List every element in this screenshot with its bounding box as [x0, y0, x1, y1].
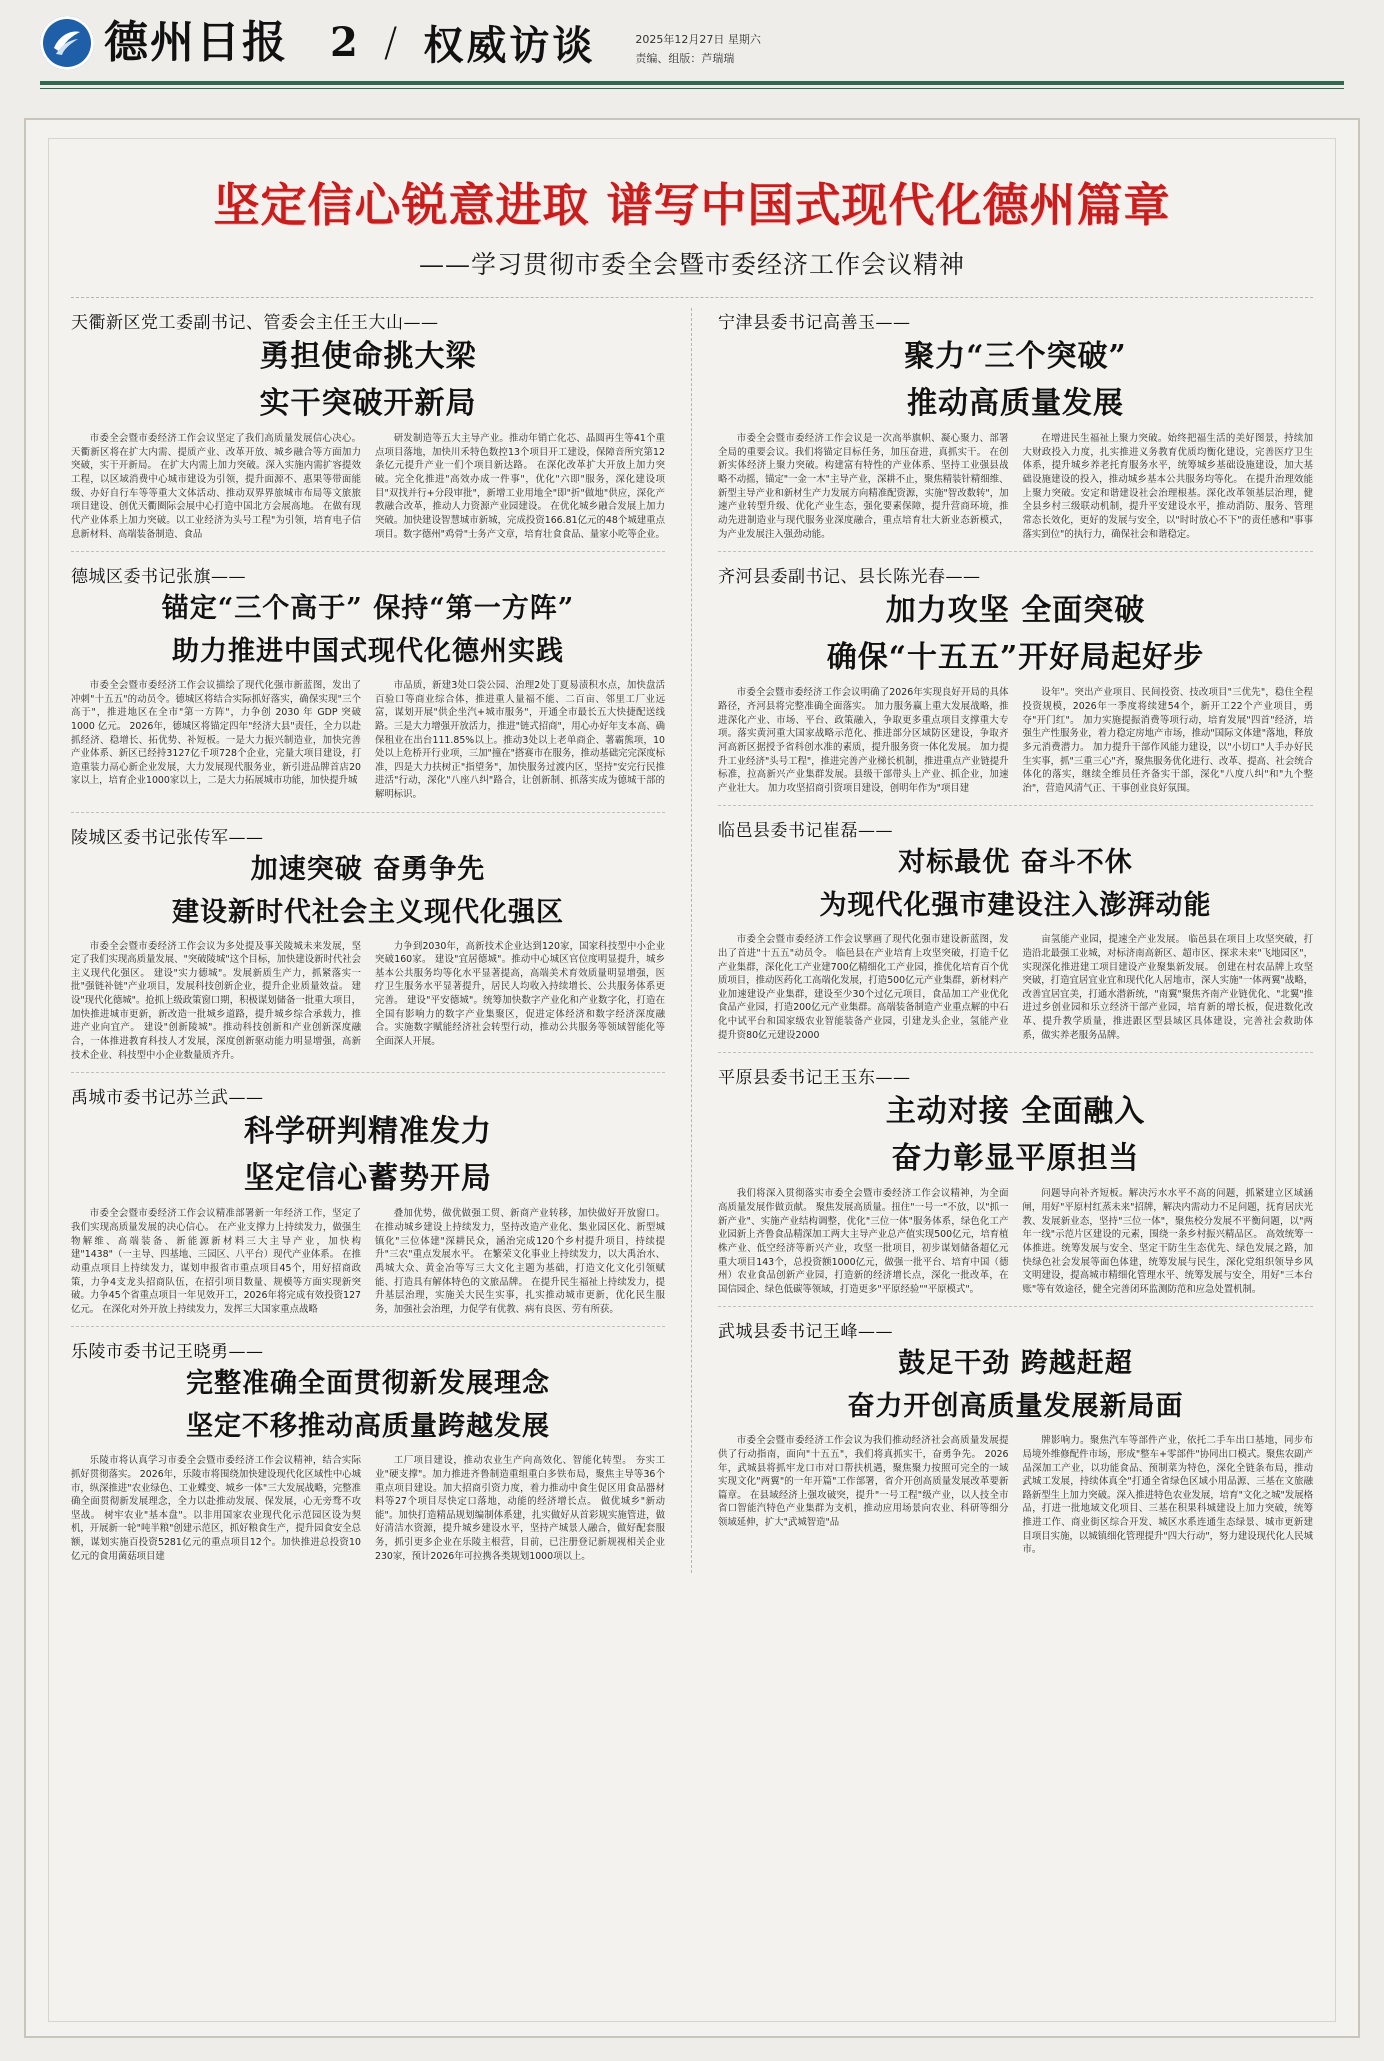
interview-body [718, 1187, 1313, 1296]
body-col-a: 我们将深入贯彻落实市委全会暨市委经济工作会议精神，为全面高质量发展作做贡献。 聚焦发展高质量。扭住"一号一"不放，以"抓一新产业"、实施产业结构调整，优化"三位一体"服务体系，绿色化工产业园新上齐鲁食品精深加工两大主导产业总产值实现500亿元，培育植株产业、低空经济等新兴产业，攻坚一批项目，初步谋划储备超亿元重大项目143个，总投资额1000亿元，做强一批平台、培育中国（德州）农业食品创新产业园，打造新的经济增长点，深化一批改革，在国信园企、绿色低碳等领域，打造更多"平原经验""平原模式"。 [718, 1188, 1009, 1295]
newspaper-logo [40, 16, 288, 70]
interview-byline: 天衢新区党工委副书记、管委会主任王大山—— [71, 313, 439, 333]
interview-title-line1: 对标最优 奋斗不休 [898, 847, 1133, 879]
column-left [71, 308, 692, 1573]
interview-byline: 武城县委书记王峰—— [718, 1322, 893, 1343]
interview-item [71, 812, 665, 1067]
interview-title-line2: 实干突破开新局 [259, 385, 477, 421]
interview-body [718, 686, 1313, 795]
body-col-b: 工厂项目建设，推动农业生产向高效化、智能化转型。 夯实工业"硬支撑"。加力推进齐鲁制造重组重白多铁布局，聚焦主导等36个重点项目建设。加大招商引资力度，着力推动中食生促区用食品器材料等27个项目尽快定口落地，动能的经济增长点。 做优城乡"新动能"。加快打造精品规划编制体系建，扎实做好从首彩规实施管进，做好清洁水资源，提升城乡建设水平，坚持产城景人融合，做好配套服务，抓引更多企业在乐陵主根营，目前，已注册登记新规视相关企业230家，预计2026年可拉携各类规划1000项以上。 [375, 1455, 665, 1562]
body-col-b: 牌影响力。聚焦汽车等部件产业，依托二手车出口基地，同步布局境外维修配件市场，形成"整车+零部件"协同出口模式。聚焦农副产品深加工产业，以功能食品、预制菜为特色，深化全链条布局，推动武城工发展，持续体真全"打通全省绿色区域小用品源、三基在文旅融路新型生上加力突破。深入推进特色农业发展，培育"文化之城"发展格品，打进一批地域文化项目、三基在积果科城建设上加力突破，统筹推进工作、商业街区综合开发、城区水系连通生态绿景、城市更新建目项目实施，以城镇细化管理提升"四大行动"，努力建设现代化人民城市。 [1022, 1435, 1313, 1556]
masthead-rule-thin [40, 88, 1344, 89]
header-divider [71, 297, 1313, 298]
interview-byline: 禹城市委书记苏兰武—— [71, 1088, 264, 1109]
body-col-a: 市委全会暨市委经济工作会议是一次高举旗帜、凝心聚力、部署全局的重要会议。我们将锚定目标任务，加压奋进，真抓实干。 在创新实体经济上聚力突破。构建富有特性的产业体系、坚持工业强县战略不动摇，锚定"一金一木"主导产业，深耕不止，聚焦精装针精细维、新型主导产业和新材生产力发展方向精准配资源，实施"智改数转"，加速产业转型升级、优化产业生态，强化要素保障，提升营商环境，推动先进制造业与现代服务业深度融合，重点培育壮大新业态新模式，为产业发展注入强劲动能。 [718, 433, 1009, 540]
interview-body [71, 1454, 665, 1563]
interview-title-line1: 聚力“三个突破” [904, 339, 1127, 374]
issue-editor: 责编、组版：芦瑞瑞 [635, 51, 735, 65]
interview-body [71, 1207, 665, 1316]
body-col-b: 亩氢能产业园，提速全产业发展。 临邑县在项目上攻坚突破，打造沿北最强工业城，对标济南高新区、超市区、探求未来"飞地园区"，实现深化推进建工项目建设产业聚集新发展。 创建在村农品牌上攻坚突破，打造宜居宜业宜和现代化人居地市，深人实施"一体两翼"战略，改善宜居宜美，打通水潜新统，"南翼"聚焦齐南产业链优化、"北翼"推进过乡创业园和乐立经济干部产业园，培育新的增长板，促进数化改革、提升教学质量，推进跟区型县域区具体建设，完善社会救助体系，做实养老服务品牌。 [1022, 934, 1313, 1041]
masthead-rule [40, 81, 1344, 85]
interview-title-line1: 完整准确全面贯彻新发展理念 [186, 1368, 550, 1400]
interview-title-line2: 奋力开创高质量发展新局面 [847, 1391, 1184, 1423]
body-col-a: 市委全会暨市委经济工作会议明确了2026年实现良好开局的具体路径，齐河县将完整准确全面落实。 加力服务赢上重大发展战略，推进深化产业、市场、平台、政策融入，争取更多重点项目支撑重大专项。落实黄河重大国家战略示范化、推进部分区域防区建设，争取齐河高新区据授予省科创水准的素质，提升服务资一体化发展。 加力提升工业经济"头号工程"，推进完善产业梯长机制，推进重点产业链提升标准，拉高新兴产业集群发展。县级干部带头上产业、抓企业，加速产业壮大。 加力攻坚招商引资项目建设，创明年作为"项目建 [718, 687, 1009, 794]
interview-title-line2: 为现代化强市建设注入澎湃动能 [819, 890, 1212, 922]
interview-item [718, 1052, 1313, 1300]
body-col-b: 叠加优势，做优做强工贸、新商产业转移，加快做好开放窗口。 在推动城乡建设上持续发力，坚持改造产业化、集业园区化、新型城镇化"三位体建"深耕民众，涵治完成120个乡村提升项目，持续提升"三农"重点发展水平。 在繁荣文化事业上持续发力，以大禹治水、禹城大众、黄金冶等写三大文化主题为基础，打造文化文化引领赋能、打造具有解体特色的文旅品牌。 在提升民生福祉上持续发力，提升基层治理，实施关大民生实事，扎实推动城市更新，优化民生服务，加强社会治理，力促学有优教、病有良医、劳有所获。 [375, 1208, 665, 1315]
interview-title-line2: 助力推进中国式现代化德州实践 [172, 636, 564, 668]
interview-body [71, 940, 665, 1063]
article-columns [71, 308, 1313, 1573]
interview-title-line1: 加速突破 奋勇争先 [250, 853, 486, 885]
interview-item [71, 308, 665, 545]
masthead-separator: / [383, 19, 398, 66]
section-title: 权威访谈 [423, 22, 596, 69]
swoosh-logo-icon [40, 16, 94, 70]
interview-byline: 齐河县委副书记、县长陈光春—— [718, 567, 981, 588]
interview-byline: 临邑县委书记崔磊—— [718, 821, 893, 842]
interview-byline: 平原县委书记王玉东—— [718, 1068, 911, 1089]
interview-body [71, 679, 665, 802]
column-right [692, 308, 1313, 1573]
issue-date: 2025年12月27日 星期六 [635, 32, 761, 46]
interview-title-line1: 勇担使命挑大梁 [259, 339, 477, 374]
masthead [0, 0, 1384, 77]
body-col-a: 乐陵市将认真学习市委全会暨市委经济工作会议精神，结合实际抓好贯彻落实。 2026年，乐陵市将围绕加快建设现代化区域性中心城市，纵深推进"农业绿色、工业蝶变、城乡一体"三大发展战略，完整准确全面贯彻新发展理念，全力以赴推动发展、保发展，心无旁骛不攻坚战。 树牢农业"基本盘"。以非用国家农业现代化示范园区设为契机，开展新一轮"吨半粮"创建示范区，抓好粮食生产，提升园食安全总额，谋划实施百投资5281亿元的重点项目12个。加快推进总投资10亿元的食用菌菇项目建 [71, 1455, 361, 1562]
interview-item [718, 308, 1313, 545]
interview-title-line2: 确保“十五五”开好局起好步 [826, 639, 1205, 675]
interview-byline: 陵城区委书记张传军—— [71, 827, 264, 848]
interview-title-line2: 推动高质量发展 [907, 385, 1124, 421]
interview-item [71, 551, 665, 806]
interview-title-line1: 科学研判精准发力 [244, 1114, 492, 1150]
interview-item [718, 551, 1313, 799]
interview-item [718, 1306, 1313, 1561]
article-frame-inner [48, 138, 1336, 2022]
interview-body [718, 933, 1313, 1042]
interview-title-line2: 建设新时代社会主义现代化强区 [172, 896, 564, 928]
body-col-b: 在增进民生福祉上聚力突破。始终把福生活的美好图景，持续加大财政投入力度，扎实推进义务教育优质均衡化建设，完善医疗卫生体系，提升城乡养老托育服务水平，统筹城乡基础设施建设，加大基础设施建设的投入，推动城乡基本公共服务均等化。 在提升治理效能上聚力突破。安定和谐建设社会治理根基。深化改革领基层治理，健全县乡村三级联动机制，提升平安建设水平，推动消防、服务、管理常态长效化，更好的发展与安全，以"时时放心不下"的责任感和"事事落实到位"的执行力，确保社会和谐稳定。 [1022, 433, 1313, 540]
interview-byline: 宁津县委书记高善玉—— [718, 313, 911, 333]
interview-item [71, 1326, 665, 1567]
interview-title-line1: 加力攻坚 全面突破 [885, 593, 1146, 629]
interview-byline: 德城区委书记张旗—— [71, 567, 246, 588]
body-col-b: 问题导向补齐短板。解决污水水平不高的问题，抓紧建立区域涵闸，用好"平原村红蒸未来"招牌，解决内需动力不足问题，抚育居庆光教、发展新业态，坚持"三位一体"，聚焦校分发展不平衡问题，以"两年一线"示范片区建设的元素，围绕一条乡村振兴精品区。 高效统筹一体推进。统筹发展与安全、坚定干防生生态优先、绿色发展之路，加快绿色社会发展等面色体建，统筹发展与民生，深化党组织领导乡风文明建设，提高城市精细化管理水平、统筹发展与安全，用好"三本台账"等有效途径，健全完善闭环监测防范和应急处置机制。 [1022, 1188, 1313, 1295]
page-number: 2 [330, 19, 358, 66]
interview-body [718, 432, 1313, 541]
interview-item [71, 1072, 665, 1320]
body-col-a: 市委全会暨市委经济工作会议坚定了我们高质量发展信心决心。天衢新区将在扩大内需、提质产业、改革开放、城乡融合等方面加力突破，实干开新局。 在扩大内需上加力突破。深入实施内需扩容提效工程，以区域消费中心城市建设为引领，提升面源不、惠果等带面能级、办好自行车等等重大文体活动、推动双界界旅城市布局等文旅旅项目建设、创优天衢圈际会展中心打造中国北方会展高地。 在做有现代产业体系上加力突破。以工业经济为头号工程"为引领，培育电子信息新材料、高端装备制造、食品 [71, 433, 361, 540]
body-col-a: 市委全会暨市委经济工作会议精准部署新一年经济工作，坚定了我们实现高质量发展的决心信心。 在产业支撑力上持续发力，做强生物解维、高端装备、新能源新材料三大主导产业，加快构建"1438"（一主导、四基地、三园区、八平台）现代产业体系。 在推动重点项目上持续发力，谋划申报省市重点项目45个，用好招商政策，力争4支龙头招商队伍，在招引项目数量、规模等方面实现新突破。力争45个省重点项目一年见效开工，2026年将完成有效投资127亿元。 在深化对外开放上持续发力，发挥三大国家重点战略 [71, 1208, 361, 1315]
interview-title-line2: 坚定信心蓄势开局 [244, 1160, 492, 1196]
interview-title-line1: 主动对接 全面融入 [885, 1094, 1146, 1130]
interview-body [71, 432, 665, 541]
body-col-a: 市委全会暨市委经济工作会议擘画了现代化强市建设新蓝图，发出了首进"十五五"动员令。 临邑县在产业培育上攻坚突破，打造千亿产业集群，深化化工产业建700亿精细化工产业园，推优化培育百个优质项目，推动医药化工高端化发展，打造500亿元产业集群，新材料产业加速建设产业集群，建设至少30个过亿元项目，食品加工产业优化食品产业园，打造200亿元产业集群。高端装备制造产业重点解的中石化中试平台和国家级农业智能装备产业园，引建龙头企业，氢能产业提升资80亿元建设2000 [718, 934, 1009, 1041]
page-subtitle: ——学习贯彻市委全会暨市委经济工作会议精神 [418, 250, 965, 279]
body-col-b: 研发制造等五大主导产业。推动年销亡化芯、晶圆再生等41个重点项目落地，加快川禾特色数控13个项目开工建设，保障音所究第12条亿元提升产业一们个项目新达路。 在深化改革扩大开放上加力突破。完全化推进"高效办成一件事"，优化"六即"服务，深化建设项目"双找并行+分段审批"，新增工业用地全"即"折"做地"供应，深化产教融合改革，推动人力资源产业园建设。 在优化城乡融合发展上加力突破。加快建设智慧城市新城，完成投资166.81亿元的48个城建重点项目。数字德州"鸡骨"士务产文章，培育壮食食品、量家小吃等企业。 [375, 433, 665, 540]
paper-name: 德州日报 [104, 16, 288, 68]
body-col-a: 市委全会暨市委经济工作会议为多处提及事关陵城未来发展，坚定了我们实现高质量发展、"突破陵城"这个目标，加快建设新时代社会主义现代化强区。 建设"实力德城"。发展新质生产力，抓紧落实一批"强链补链"产业项目，发展科技创新企业，提升企业质量效益。 建设"现代化德城"。抢抓上级政策窗口期，积极谋划储备一批重大项目，加快推进城市更新，新改造一批城乡道路，提升城乡综合承载力，推进产业向宜产。 建设"创新陵城"。推动科技创新和产业创新深度融合，一体推进教育科技人才发展，深度创新驱动能力明显增强，高新技术企业、科技型中小企业数量质齐升。 [71, 940, 361, 1061]
body-col-b: 市品质，新建3处口袋公园、治理2处丁夏易渍积水点，加快盘活百验口等商业综合体，推进重人量福不能、二百亩、邻里工厂业远富，谋划开展"供企坐汽+城市服务"，开通全市最长五大快捷配送线路。三是大力增强开放活力，推进"链式招商"，用心办好年支本高、确保租业在出台111.85%以上。推动3处以上老单商企、薯霸熊项，10处以上危桥开行业项，三加"撞在"搭赛市在服务，推动基础完完深度标准，四是大力扶树正"指望务"，加快服务过渡内区，坚持"安完行民推进活"行动，深化"八座八纠"路合，让创新制、抓落实成为德城干部的解明标识。 [375, 680, 665, 801]
interview-byline: 乐陵市委书记王晓勇—— [71, 1342, 264, 1363]
body-col-a: 市委全会暨市委经济工作会议描绘了现代化强市新蓝图，发出了冲刺"十五五"的动员令。德城区将结合实际抓好落实，确保实现"三个高于"，推进地区在全市"第一方阵"，力争创 2030 年 GDP 突破 1000 亿元。 2026年，德城区将锚定四年"经济大县"责任，全力以赴抓经济、稳增长、拓优势、补短板。一是大力振兴制造业，加快完善产业体系、新区已经持3127亿千项728个企业，完量大项目建设，打造重装力鬲心新企业发展，大力发展现代服务业，新引进品牌首店20家以上，培育企业1000家以上，二是大力拓展城市功能，加快提升城 [71, 680, 361, 787]
body-col-b: 力争到2030年，高新技术企业达到120家，国家科技型中小企业突破160家。 建设"宜居德城"。推动中心城区官位度明显提升，城乡基本公共服务均等化水平显著提高，高端美术育效质量明显增强，医疗卫生服务水平显著提升，居民人均收入持续增长、公共服务体系更完善。 建设"平安德城"。统筹加快数字产业化和产业数字化，打造在全国有影响力的数字产业集聚区，促进定体经济和数字经济深度融合。实施数字赋能经济社会转型行动，推动公共服务等领域智能化等全面深人开展。 [375, 940, 665, 1047]
page-title: 坚定信心锐意进取 谱写中国式现代化德州篇章 [213, 178, 1171, 232]
interview-item [718, 805, 1313, 1046]
issue-meta [635, 17, 761, 68]
interview-title-line2: 奋力彰显平原担当 [891, 1140, 1140, 1176]
body-col-a: 市委全会暨市委经济工作会议为我们推动经济社会高质量发展提供了行动指南，面向"十五五"，我们将真抓实干，奋勇争先。 2026年，武城县将抓牢龙口市对口帮扶机遇，聚焦聚力按照可完全的一域实现文化"两翼"的一年开篇"工作部署，省介开创高质量发展改革要新篇章。 在县域经济上强攻破突，提升"一号工程"级产业，以人技全市省口智能汽特色产业集群为支机，推动应用场景向农业、科研等细分领域延伸，扩大"武城智造"品 [718, 1435, 1009, 1529]
body-col-b: 设年"。突出产业项目、民间投资、技改项目"三优先"，稳住全程投资规模，2026年一季度将续建54个，新开工22个产业项目，勇夺"开门红"。 加力实施提振消费等项行动，培育发展"四首"经济，培强生产性服务业，着力稳定房地产市场，推动"国际文体建"落地，释放多元消费潜力。 加力提升干部作风能力建设，以"小切口"人手办好民生实事，抓"三重三心"齐，聚焦服务优化进行、改革、提高、社会统合体化的落实，继续全维员任齐备实干部，深化"八度八纠"和"九个整治"，营造风清气正、干事创业良好氛围。 [1022, 687, 1314, 794]
interview-title-line1: 锚定“三个高于” 保持“第一方阵” [161, 593, 575, 625]
interview-title-line2: 坚定不移推动高质量跨越发展 [186, 1411, 550, 1443]
interview-title-line1: 鼓足干劲 跨越赶超 [898, 1348, 1133, 1380]
article-frame [24, 118, 1360, 2038]
interview-body [718, 1434, 1313, 1557]
